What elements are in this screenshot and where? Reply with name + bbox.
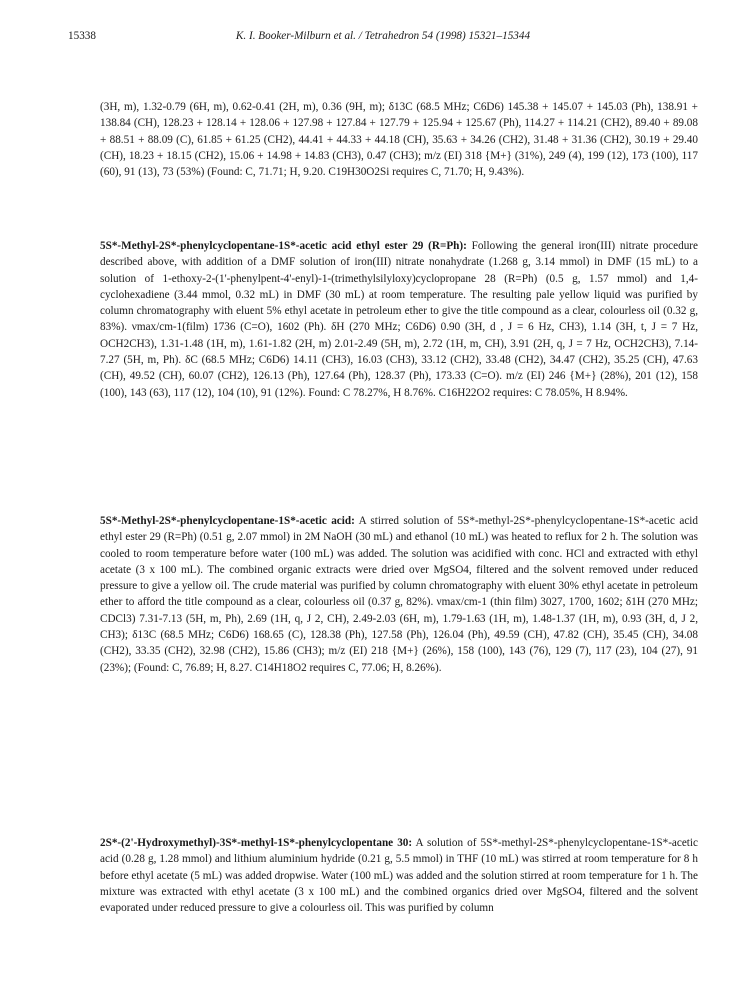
paragraph-ester-29: [100, 238, 698, 401]
paragraph-acid: [100, 513, 698, 676]
running-title: K. I. Booker-Milburn et al. / Tetrahedron 54 (1998) 15321–15344: [235, 30, 531, 42]
running-header: [68, 30, 698, 46]
paragraph-alcohol-30: [100, 835, 698, 916]
paragraph-continued-data: [100, 99, 698, 180]
paragraph-text: A solution of 5S*-methyl-2S*-phenylcyclopentane-1S*-acetic acid (0.28 g, 1.28 mmol) and lithium aluminium hydride (0.21 g, 5.5 mmol) in THF (10 mL) was stirred at room temperature for 8 h before ethyl acetate (5 mL) was added dropwise. Water (100 mL) was added and the solution stirred at room temperature for 1 h. The mixture was extracted with ethyl acetate (3 x 100 mL) and the combined organics dried over MgSO4, filtered and the solvent evaporated under reduced pressure to give a colourless oil. This was purified by column: [100, 837, 698, 915]
paragraph-text: A stirred solution of 5S*-methyl-2S*-phenylcyclopentane-1S*-acetic acid ethyl ester 29 (R=Ph) (0.51 g, 2.07 mmol) in 2M NaOH (30 mL) and ethanol (10 mL) was heated to reflux for 2 h. The solution was cooled to room temperature before water (100 mL) was added. The solution was acidified with conc. HCl and extracted with ethyl acetate (3 x 100 mL). The combined organic extracts were dried over MgSO4, filtered and the solvent removed under reduced pressure to give a yellow oil. The crude material was purified by column chromatography with eluent 30% ethyl acetate in petroleum ether to afford the title compound as a clear, colourless oil (0.37 g, 82%). νmax/cm-1 (thin film) 3027, 1700, 1602; δ1H (270 MHz; CDCl3) 7.31-7.13 (5H, m, Ph), 2.69 (1H, q, J 2, CH), 2.49-2.03 (6H, m), 1.79-1.63 (1H, m), 1.48-1.37 (1H, m), 0.93 (3H, d, J 2, CH3); δ13C (68.5 MHz; C6D6) 168.65 (C), 128.38 (Ph), 127.58 (Ph), 126.04 (Ph), 49.59 (CH), 47.82 (CH), 35.45 (CH), 34.08 (CH2), 33.35 (CH2), 32.98 (CH2), 15.86 (CH3); m/z (EI) 218 {M+} (26%), 158 (100), 143 (76), 129 (7), 117 (23), 104 (27), 91 (23%); (Found: C, 76.89; H, 8.27. C14H18O2 requires C, 77.06; H, 8.26%).: [100, 515, 698, 674]
compound-heading: 5S*-Methyl-2S*-phenylcyclopentane-1S*-acetic acid:: [100, 515, 355, 527]
paragraph-text: (3H, m), 1.32-0.79 (6H, m), 0.62-0.41 (2H, m), 0.36 (9H, m); δ13C (68.5 MHz; C6D6) 145.38 + 145.07 + 145.03 (Ph), 138.91 + 138.84 (CH), 128.23 + 128.14 + 128.06 + 127.98 + 127.84 + 127.79 + 125.94 + 125.67 (Ph), 114.27 + 114.21 (CH2), 89.40 + 89.08 + 88.51 + 88.09 (C), 61.85 + 61.25 (CH2), 44.41 + 44.33 + 44.18 (CH), 35.63 + 34.26 (CH2), 31.48 + 31.36 (CH2), 30.19 + 29.40 (CH), 18.23 + 18.15 (CH2), 15.06 + 14.98 + 14.83 (CH3), 0.47 (CH3); m/z (EI) 318 {M+} (31%), 249 (4), 199 (12), 173 (100), 117 (60), 91 (13), 73 (53%) (Found: C, 71.71; H, 9.20. C19H30O2Si requires C, 71.70; H, 9.43%).: [100, 101, 698, 179]
compound-heading: 5S*-Methyl-2S*-phenylcyclopentane-1S*-acetic acid ethyl ester 29 (R=Ph):: [100, 240, 467, 252]
compound-heading: 2S*-(2'-Hydroxymethyl)-3S*-methyl-1S*-phenylcyclopentane 30:: [100, 837, 413, 849]
page-number: 15338: [68, 30, 96, 42]
paragraph-text: Following the general iron(III) nitrate procedure described above, with addition of a DMF solution of iron(III) nitrate nonahydrate (1.268 g, 3.14 mmol) in DMF (15 mL) to a solution of 1-ethoxy-2-(1'-phenylpent-4'-enyl)-1-(trimethylsilyloxy)cyclopropane 28 (R=Ph) (0.5 g, 1.57 mmol) and 1,4-cyclohexadiene (3.44 mmol, 0.32 mL) in DMF (30 mL) at room temperature. The resulting pale yellow liquid was purified by column chromatography with eluent 5% ethyl acetate in petroleum ether to give the title compound as a clear, colourless oil (0.32 g, 83%). νmax/cm-1(film) 1736 (C=O), 1602 (Ph). δH (270 MHz; C6D6) 0.90 (3H, d , J = 6 Hz, CH3), 1.14 (3H, t, J = 7 Hz, OCH2CH3), 1.31-1.48 (1H, m), 1.61-1.82 (2H, m) 2.01-2.49 (5H, m), 2.72 (1H, m, CH), 3.91 (2H, q, J = 7 Hz, OCH2CH3), 7.14-7.27 (5H, m, Ph). δC (68.5 MHz; C6D6) 14.11 (CH3), 16.03 (CH3), 33.12 (CH2), 33.48 (CH2), 34.47 (CH2), 35.25 (CH), 47.63 (CH), 49.52 (CH), 60.07 (CH2), 126.13 (Ph), 127.64 (Ph), 128.37 (Ph), 173.33 (C=O). m/z (EI) 246 {M+} (28%), 201 (12), 158 (100), 143 (63), 117 (12), 104 (10), 91 (12%). Found: C 78.27%, H 8.76%. C16H22O2 requires: C 78.05%, H 8.94%.: [100, 240, 698, 399]
